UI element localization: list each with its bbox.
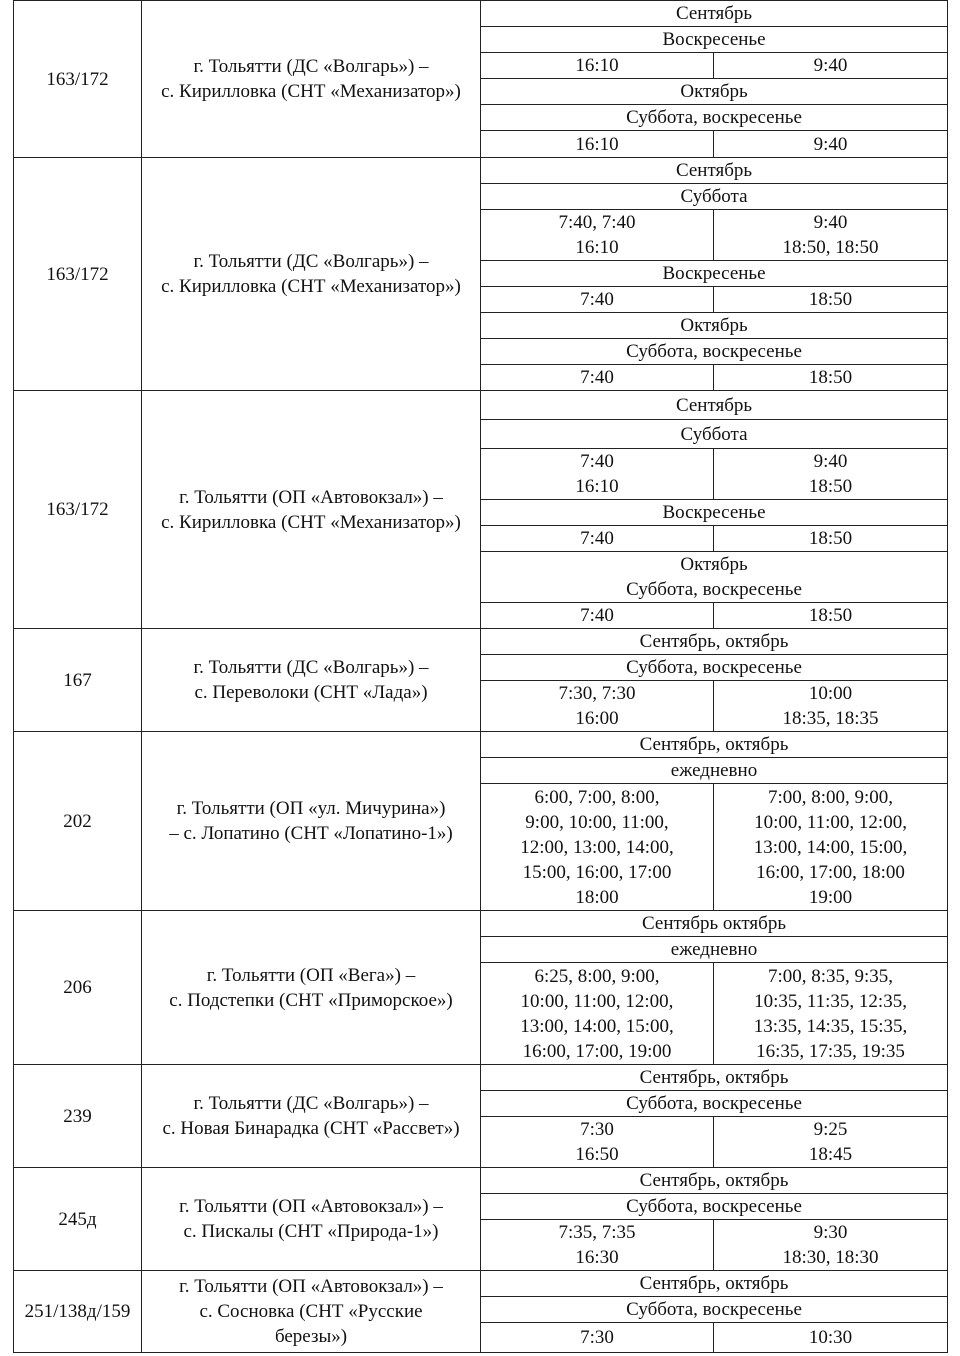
schedule-period-header: Октябрь [481, 79, 948, 105]
departure-times-return: 10:30 [714, 1323, 948, 1353]
route-line: с. Кирилловка (СНТ «Механизатор») [161, 81, 461, 102]
schedule-period-header: Воскресенье [481, 27, 948, 53]
route-description [142, 1271, 481, 1353]
route-number: 202 [14, 732, 142, 911]
departure-times-outbound: 7:40 [481, 603, 714, 629]
route-number: 163/172 [14, 158, 142, 391]
departure-times-return: 18:50 [714, 603, 948, 629]
route-number: 239 [14, 1065, 142, 1168]
schedule-table [13, 0, 948, 1353]
route-line: г. Тольятти (ОП «ул. Мичурина») [176, 798, 446, 819]
schedule-period-header: Суббота, воскресенье [481, 1091, 948, 1117]
departure-times-outbound: 7:40 [481, 365, 714, 391]
route-line: с. Подстепки (СНТ «Приморское») [169, 989, 453, 1011]
schedule-subrow [14, 391, 948, 420]
schedule-period-header: ежедневно [481, 937, 948, 963]
schedule-period-header: Сентябрь [481, 1, 948, 27]
schedule-subrow [14, 1, 948, 27]
departure-times-outbound: 16:10 [481, 53, 714, 79]
schedule-period-header: Сентябрь, октябрь [481, 629, 948, 655]
schedule-period-header: Суббота, воскресенье [481, 1297, 948, 1323]
departure-times-return: 9:40 [714, 131, 948, 158]
route-line: березы») [274, 1326, 348, 1347]
route-number: 206 [14, 911, 142, 1065]
schedule-period-header: Сентябрь октябрь [481, 911, 948, 937]
schedule-period-header: Воскресенье [481, 500, 948, 526]
schedule-period-header: Октябрь [481, 313, 948, 339]
schedule-subrow [14, 1065, 948, 1091]
schedule-subrow [14, 732, 948, 758]
schedule-period-header: Сентябрь [481, 391, 948, 420]
departure-times-outbound: 6:25, 8:00, 9:00, 10:00, 11:00, 12:00, 13:00, 14:00, 15:00, 16:00, 17:00, 19:00 [481, 963, 714, 1065]
schedule-table-body [14, 1, 948, 1353]
departure-times-return: 18:50 [714, 526, 948, 552]
schedule-period-header: Воскресенье [481, 261, 948, 287]
schedule-period-header: Сентябрь, октябрь [481, 732, 948, 758]
departure-times-return: 9:40 18:50, 18:50 [714, 210, 948, 261]
departure-times-return: 9:40 18:50 [714, 449, 948, 500]
route-line: г. Тольятти (ДС «Волгарь») – [193, 56, 429, 77]
route-line: г. Тольятти (ОП «Автовокзал») – [179, 486, 443, 508]
schedule-subrow [14, 911, 948, 937]
schedule-period-header: Суббота, воскресенье [481, 339, 948, 365]
departure-times-return: 9:40 [714, 53, 948, 79]
route-line: с. Кирилловка (СНТ «Механизатор») [161, 276, 461, 297]
schedule-subrow [14, 1271, 948, 1297]
schedule-period-header: Октябрь Суббота, воскресенье [481, 552, 948, 603]
route-description [142, 732, 481, 911]
departure-times-return: 10:00 18:35, 18:35 [714, 681, 948, 732]
schedule-period-header: Сентябрь [481, 158, 948, 184]
route-description [142, 911, 481, 1065]
schedule-period-header: ежедневно [481, 758, 948, 784]
route-line: г. Тольятти (ОП «Автовокзал») – [179, 1196, 443, 1217]
departure-times-outbound: 7:40, 7:40 16:10 [481, 210, 714, 261]
departure-times-outbound: 7:30 16:50 [481, 1117, 714, 1168]
route-line: г. Тольятти (ОП «Автовокзал») – [179, 1276, 443, 1297]
departure-times-outbound: 16:10 [481, 131, 714, 158]
schedule-period-header: Суббота, воскресенье [481, 1194, 948, 1220]
route-description [142, 1168, 481, 1271]
departure-times-return: 9:25 18:45 [714, 1117, 948, 1168]
departure-times-outbound: 7:40 16:10 [481, 449, 714, 500]
departure-times-return: 7:00, 8:35, 9:35, 10:35, 11:35, 12:35, 13:35, 14:35, 15:35, 16:35, 17:35, 19:35 [714, 963, 948, 1065]
departure-times-outbound: 7:40 [481, 287, 714, 313]
departure-times-outbound: 6:00, 7:00, 8:00, 9:00, 10:00, 11:00, 12:00, 13:00, 14:00, 15:00, 16:00, 17:00 18:00 [481, 784, 714, 911]
schedule-subrow [14, 158, 948, 184]
route-line: – с. Лопатино (СНТ «Лопатино-1») [169, 823, 453, 844]
route-line: с. Пискалы (СНТ «Природа-1») [183, 1221, 439, 1242]
route-description [142, 158, 481, 391]
route-line: г. Тольятти (ДС «Волгарь») – [193, 1093, 429, 1114]
route-line: с. Новая Бинарадка (СНТ «Рассвет») [162, 1118, 460, 1139]
route-number: 251/138д/159 [14, 1271, 142, 1353]
departure-times-outbound: 7:35, 7:35 16:30 [481, 1220, 714, 1271]
schedule-period-header: Суббота, воскресенье [481, 655, 948, 681]
schedule-period-header: Суббота [481, 420, 948, 449]
schedule-subrow [14, 1168, 948, 1194]
route-line: г. Тольятти (ОП «Вега») – [206, 964, 416, 986]
departure-times-outbound: 7:30, 7:30 16:00 [481, 681, 714, 732]
route-description [142, 1065, 481, 1168]
route-number: 167 [14, 629, 142, 732]
route-number: 163/172 [14, 391, 142, 629]
route-description [142, 391, 481, 629]
departure-times-return: 18:50 [714, 287, 948, 313]
route-line: г. Тольятти (ДС «Волгарь») – [193, 657, 429, 678]
route-number: 245д [14, 1168, 142, 1271]
schedule-subrow [14, 629, 948, 655]
departure-times-outbound: 7:40 [481, 526, 714, 552]
route-description [142, 629, 481, 732]
schedule-period-header: Сентябрь, октябрь [481, 1168, 948, 1194]
departure-times-return: 9:30 18:30, 18:30 [714, 1220, 948, 1271]
route-line: г. Тольятти (ДС «Волгарь») – [193, 251, 429, 272]
route-line: с. Переволоки (СНТ «Лада») [194, 682, 428, 703]
departure-times-outbound: 7:30 [481, 1323, 714, 1353]
route-line: с. Кирилловка (СНТ «Механизатор») [161, 511, 461, 533]
schedule-period-header: Сентябрь, октябрь [481, 1065, 948, 1091]
departure-times-return: 18:50 [714, 365, 948, 391]
route-line: с. Сосновка (СНТ «Русские [199, 1301, 423, 1322]
route-number: 163/172 [14, 1, 142, 158]
schedule-period-header: Суббота [481, 184, 948, 210]
schedule-period-header: Сентябрь, октябрь [481, 1271, 948, 1297]
schedule-period-header: Суббота, воскресенье [481, 105, 948, 131]
departure-times-return: 7:00, 8:00, 9:00, 10:00, 11:00, 12:00, 13:00, 14:00, 15:00, 16:00, 17:00, 18:00 19:00 [714, 784, 948, 911]
route-description [142, 1, 481, 158]
